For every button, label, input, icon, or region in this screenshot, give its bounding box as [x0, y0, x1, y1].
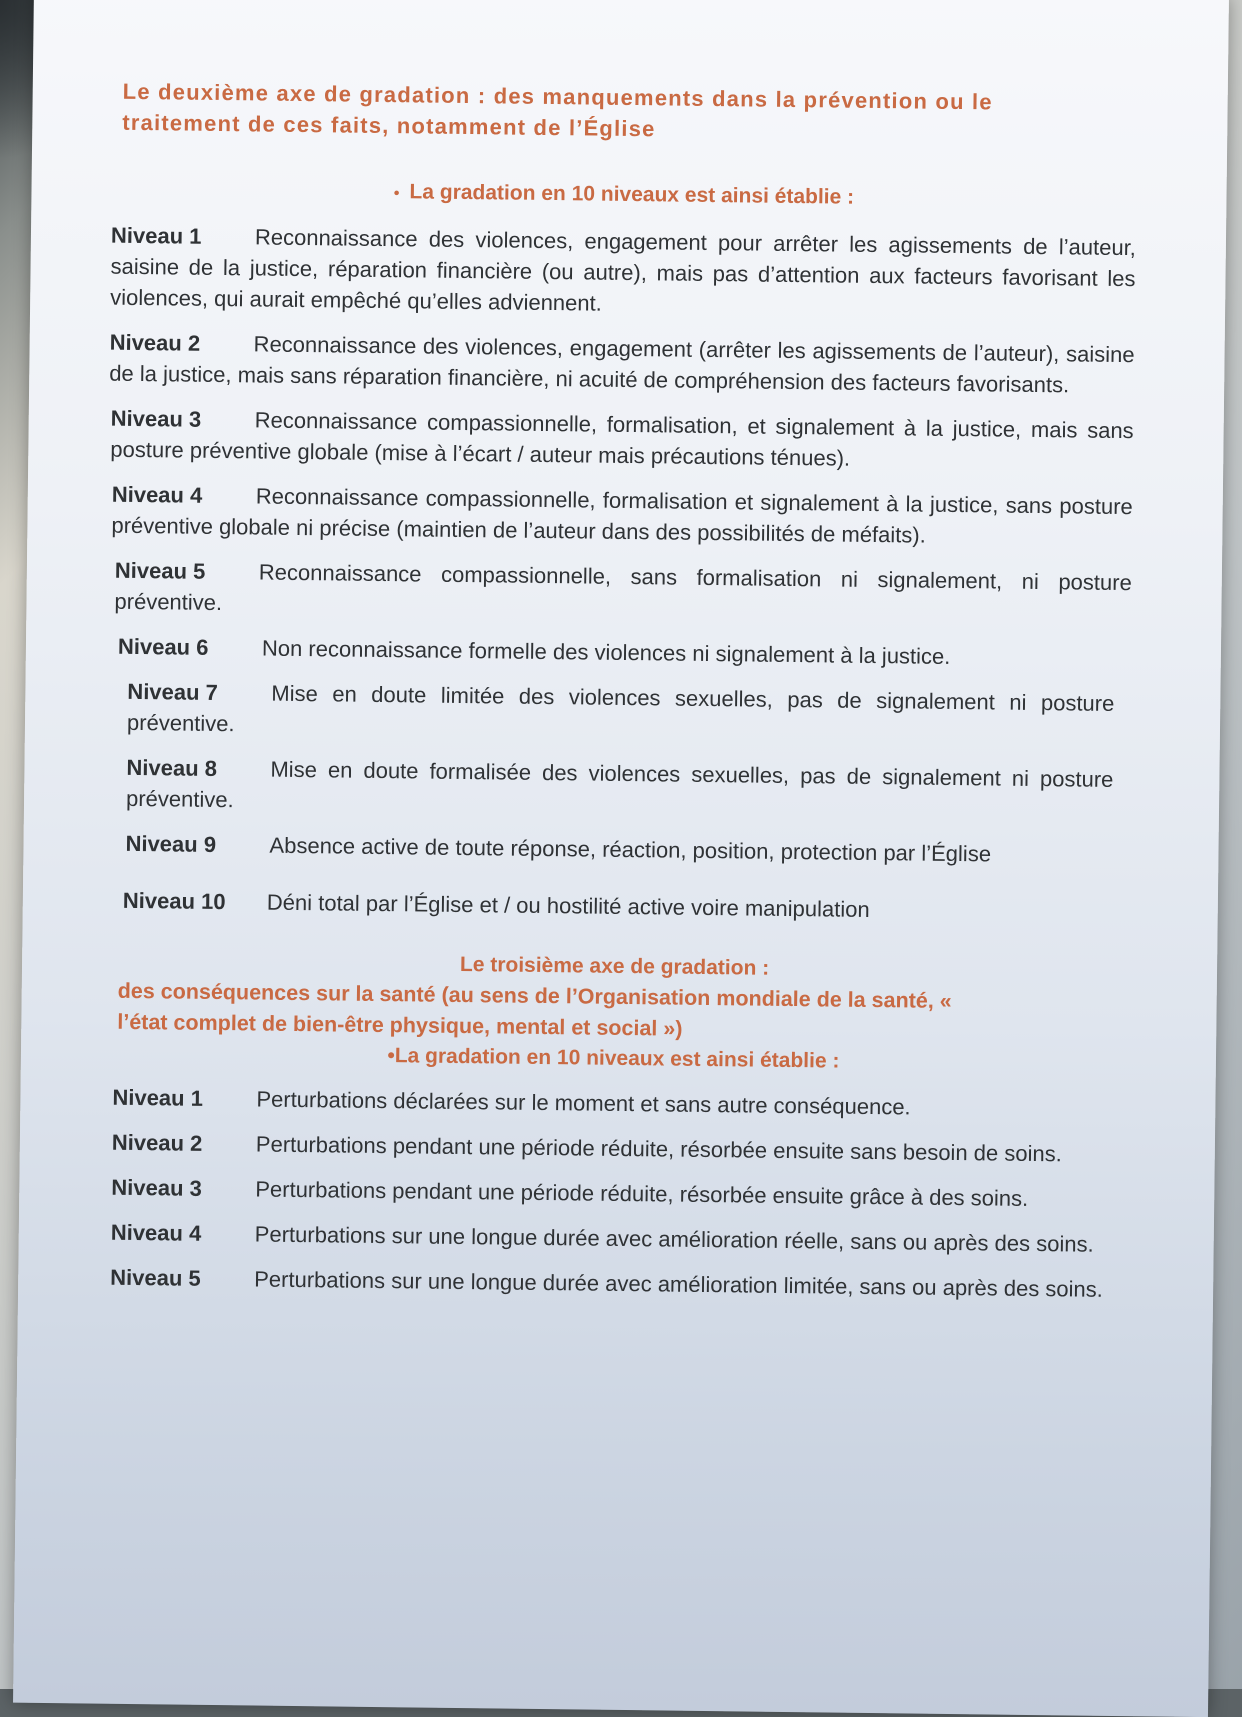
document-page	[13, 0, 1229, 1717]
section2-levels	[98, 1082, 1126, 1306]
level-text: Non reconnaissance formelle des violences ni signalement à la justice.	[261, 635, 951, 669]
list-item	[99, 1217, 1124, 1261]
section2-subtitle-line1: des conséquences sur la santé (au sens de l’Organisation mondiale de la santé, «	[117, 978, 952, 1013]
list-item	[103, 885, 1128, 929]
list-item	[100, 1082, 1125, 1126]
level-text: Perturbations sur une longue durée avec amélioration limitée, sans ou après des soins.	[254, 1266, 1104, 1302]
section1-heading	[122, 76, 1138, 150]
list-item	[106, 555, 1132, 630]
level-label: Niveau 3	[110, 405, 202, 432]
level-text: Déni total par l’Église et / ou hostilité active voire manipulation	[266, 889, 870, 922]
section1-subheading	[111, 174, 1136, 219]
level-label: Niveau 1	[110, 222, 202, 249]
level-label: Niveau 5	[110, 1264, 201, 1291]
level-text: Perturbations déclarées sur le moment et sans autre conséquence.	[256, 1086, 911, 1120]
level-text: Reconnaissance compassionnelle, sans formalisation ni signalement, ni posture préventive.	[114, 559, 1132, 616]
section1-levels	[103, 220, 1136, 928]
level-label: Niveau 9	[125, 830, 217, 857]
section1-subheading-text: La gradation en 10 niveaux est ainsi établie :	[409, 180, 855, 209]
level-label: Niveau 4	[110, 1219, 202, 1246]
section1-heading-line1: Le deuxième axe de gradation : des manquements dans la prévention ou le	[122, 78, 993, 115]
level-label: Niveau 6	[117, 633, 209, 660]
bullet-icon: •	[393, 185, 400, 203]
list-item	[105, 676, 1131, 751]
list-item	[109, 327, 1135, 402]
level-text: Perturbations pendant une période réduite, résorbée ensuite grâce à des soins.	[255, 1176, 1029, 1211]
list-item	[100, 1127, 1125, 1171]
list-item	[106, 631, 1131, 675]
level-text: Perturbations pendant une période réduite, résorbée ensuite sans besoin de soins.	[255, 1131, 1062, 1167]
list-item	[110, 220, 1136, 326]
list-item	[108, 403, 1134, 478]
list-item	[99, 1172, 1124, 1216]
section1-heading-line2: traitement de ces faits, notamment de l’Église	[122, 109, 656, 142]
level-text: Reconnaissance compassionnelle, formalisation et signalement à la justice, sans posture préventive globale ni précise (maintien de l’auteur dans des possibilités de méfaits).	[111, 483, 1133, 548]
page-content	[98, 76, 1138, 1305]
list-item	[104, 752, 1130, 827]
level-label: Niveau 10	[122, 887, 226, 915]
list-item	[103, 828, 1128, 872]
level-text: Reconnaissance compassionnelle, formalisation, et signalement à la justice, mais sans posture préventive globale (mise à l’écart / auteur mais précautions ténues).	[110, 407, 1134, 471]
section2-subtitle	[101, 976, 1127, 1051]
level-label: Niveau 2	[111, 1129, 203, 1156]
level-label: Niveau 8	[126, 754, 218, 781]
level-text: Reconnaissance des violences, engagement (arrêter les agissements de l’auteur), saisine de la justice, mais sans réparation financière, ni acuité de compréhension des facteurs favorisants.	[109, 331, 1135, 398]
level-label: Niveau 1	[112, 1084, 204, 1111]
level-label: Niveau 3	[111, 1174, 202, 1201]
level-label: Niveau 4	[111, 481, 203, 508]
section2-subheading: •La gradation en 10 niveaux est ainsi établie :	[387, 1044, 840, 1073]
list-item	[98, 1262, 1123, 1306]
level-text: Mise en doute formalisée des violences sexuelles, pas de signalement ni posture préventive.	[125, 756, 1114, 813]
section2-subtitle-line2: l’état complet de bien-être physique, mental et social »)	[117, 1009, 683, 1041]
list-item	[107, 479, 1133, 554]
level-label: Niveau 5	[114, 557, 206, 584]
level-text: Mise en doute limitée des violences sexuelles, pas de signalement ni posture préventive.	[126, 680, 1115, 737]
level-text: Reconnaissance des violences, engagement pour arrêter les agissements de l’auteur, saisine de la justice, réparation financière (ou autre), mais pas d’attention aux facteurs favorisant les violences, qui aurait empêché qu’elles adviennent.	[110, 224, 1137, 316]
section2-title: Le troisième axe de gradation :	[459, 952, 770, 980]
level-text: Absence active de toute réponse, réaction, position, protection par l’Église	[269, 832, 992, 867]
level-label: Niveau 2	[109, 329, 201, 356]
level-label: Niveau 7	[127, 678, 219, 705]
level-text: Perturbations sur une longue durée avec amélioration réelle, sans ou après des soins.	[254, 1221, 1094, 1257]
